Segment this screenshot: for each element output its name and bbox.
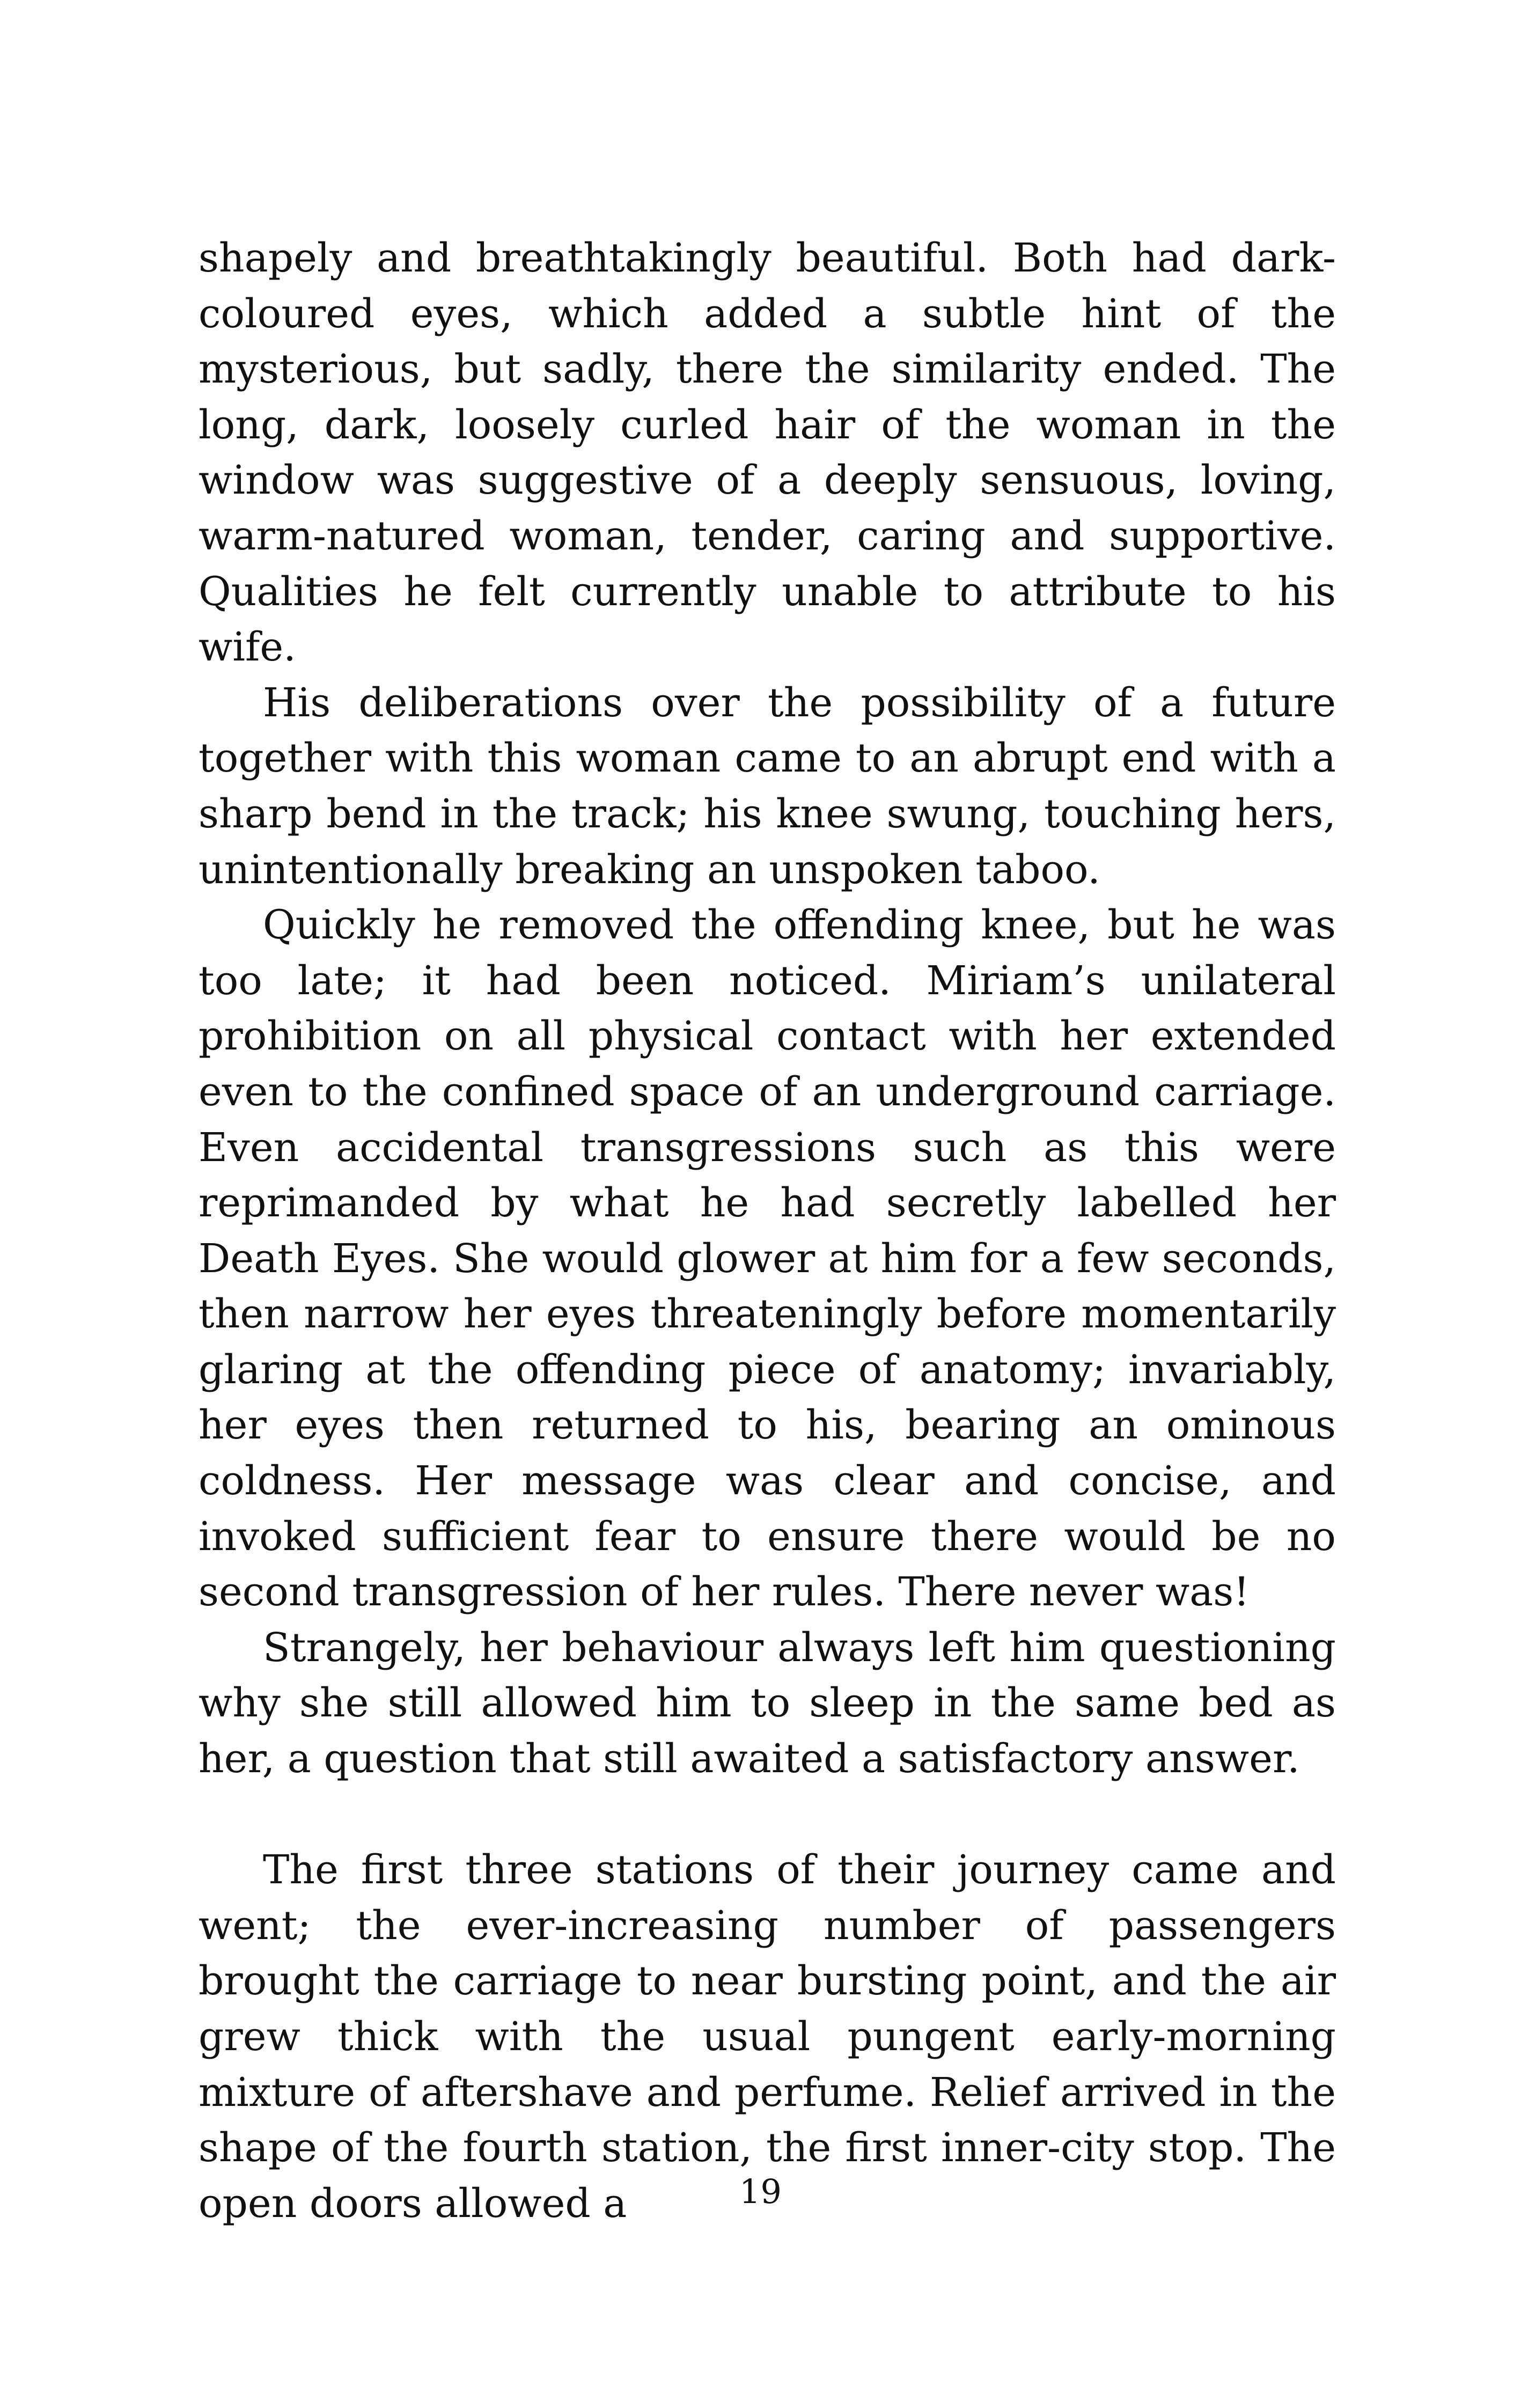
body-text — [199, 231, 1336, 2231]
page-number: 19 — [739, 2172, 782, 2211]
section-break — [199, 1787, 1336, 1843]
paragraph-continuation: shapely and breathtakingly beautiful. Both had dark-coloured eyes, which added a subtle hint of the mysterious, but sadly, there the similarity ended. The long, dark, loosely curled hair of the woman in the window was suggestive of a deeply sensuous, loving, warm-natured woman, tender, caring and supportive. Qualities he felt currently unable to attribute to his wife. — [199, 235, 1336, 671]
paragraph-knee: Quickly he removed the offending knee, but he was too late; it had been noticed. Miriam’s unilateral prohibition on all physical contact with her extended even to the confined space of an underground carriage. Even accidental transgressions such as this were reprimanded by what he had secretly labelled her Death Eyes. She would glower at him for a few seconds, then narrow her eyes threateningly before momentarily glaring at the offending piece of anatomy; invariably, her eyes then returned to his, bearing an ominous coldness. Her message was clear and concise, and invoked sufficient fear to ensure there would be no second transgression of her rules. There never was! — [199, 902, 1336, 1616]
paragraph-deliberations: His deliberations over the possibility of a future together with this woman came to an abrupt end with a sharp bend in the track; his knee swung, touching hers, unintentionally breaking an unspoken taboo. — [199, 679, 1336, 893]
paragraph-stations: The first three stations of their journey came and went; the ever-increasing number of passengers brought the carriage to near bursting point, and the air grew thick with the usual pungent early-morning mixture of aftershave and perfume. Relief arrived in the shape of the fourth station, the first inner-city stop. The open doors allowed a — [199, 1847, 1336, 2227]
paragraph-strangely: Strangely, her behaviour always left him questioning why she still allowed him to sleep in the same bed as her, a question that still awaited a satisfactory answer. — [199, 1624, 1336, 1782]
